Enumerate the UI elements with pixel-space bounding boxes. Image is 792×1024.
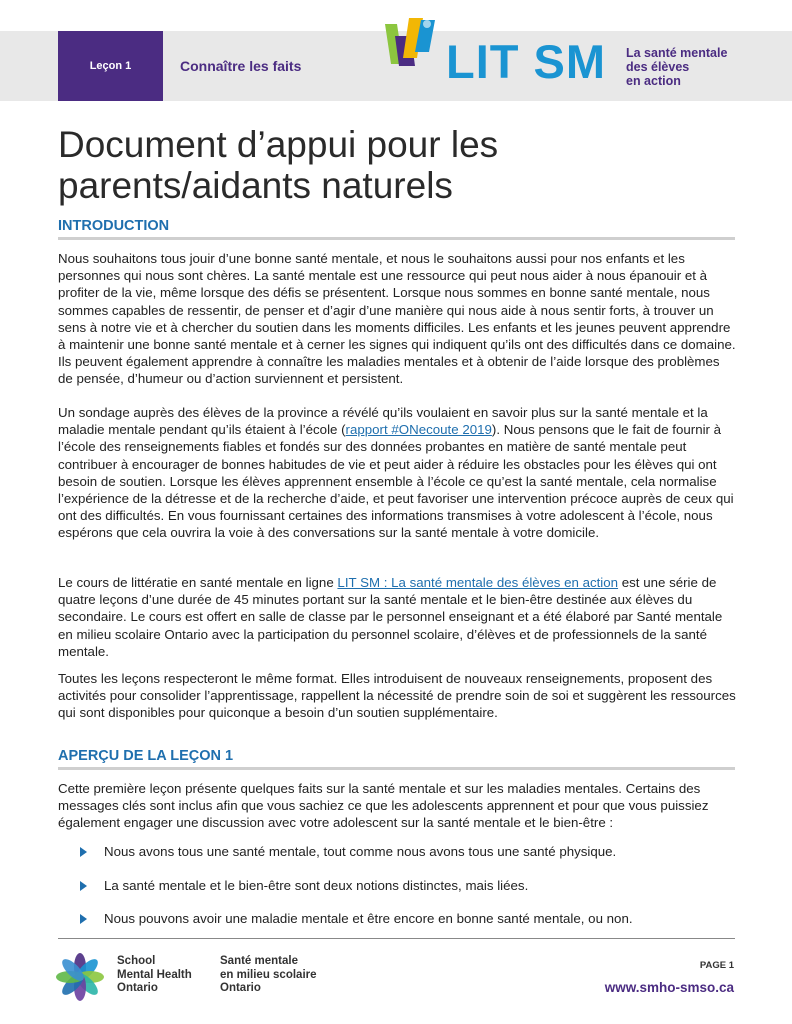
- lesson-title: Connaître les faits: [180, 58, 302, 74]
- page-title: [58, 124, 658, 206]
- org-line: School: [117, 955, 156, 967]
- footer-org-french: [220, 955, 317, 996]
- report-link[interactable]: rapport #ONecoute 2019: [345, 422, 492, 438]
- footer-divider: [58, 938, 735, 939]
- list-item-text: Nous avons tous une santé mentale, tout comme nous avons tous une santé physique.: [104, 844, 617, 859]
- tagline-line: des élèves: [626, 60, 690, 74]
- title-line: Document d’appui pour les: [58, 124, 499, 165]
- section-heading-overview: APERÇU DE LA LEÇON 1: [58, 748, 234, 764]
- tagline-line: en action: [626, 74, 681, 88]
- list-item-text: La santé mentale et le bien-être sont deux notions distinctes, mais liées.: [104, 878, 529, 893]
- list-item: [80, 878, 528, 893]
- smho-logo-icon: [55, 952, 105, 1002]
- paragraph-text: est une série de quatre leçons d’une durée de 45 minutes portant sur la santé mentale et le bien-être destinée aux élèves du secondaire. Le cours est offert en salle de classe par le personnel enseignant et a été élaboré par Santé mentale en milieu scolaire Ontario avec la participation du personnel scolaire, d’élèves et de professionnels de la santé mentale.: [58, 575, 723, 659]
- website-link[interactable]: www.smho-smso.ca: [604, 980, 734, 995]
- org-line: en milieu scolaire: [220, 968, 317, 981]
- page-number: PAGE 1: [699, 960, 734, 971]
- intro-paragraph-4: Toutes les leçons respecteront le même format. Elles introduisent de nouveaux renseignements, proposent des activités pour consolider l’apprentissage, rappellent la nécessité de prendre soin de soi et suggèrent les ressources qui sont disponibles pour quiconque a besoin d’un soutien supplémentaire.: [58, 671, 736, 721]
- intro-paragraph-3: [58, 574, 738, 660]
- intro-paragraph-2: [58, 404, 738, 542]
- intro-paragraph-1: Nous souhaitons tous jouir d’une bonne santé mentale, et nous le souhaitons aussi pour nos enfants et les personnes qui nous sont chères. La santé mentale est une ressource qui peut nous aider à nous épanouir et à profiter de la vie, même lorsque des défis se présentent. Lorsque nous sommes en bonne santé mentale, nous sommes capables de ressentir, de penser et d’agir d’une manière qui nous aide à nous sentir forts, à trouver un sens à notre vie et à chercher du soutien dans les moments difficiles. Les enfants et les jeunes peuvent apprendre à maintenir une bonne santé mentale et à cerner les signes qui indiquent qu’ils ont des difficultés dans ce domaine. Ils peuvent également apprendre à connaître les maladies mentales et à obtenir de l’aide lorsque des problèmes de pensée, d’humeur ou d’action surviennent et persistent.: [58, 251, 736, 387]
- org-line: Mental Health: [117, 968, 192, 981]
- paragraph-text: Un sondage auprès des élèves de la province a révélé qu’ils voulaient en savoir plus sur la santé mentale et la maladie mentale pendant qu’ils étaient à l’école (: [58, 405, 708, 438]
- overview-paragraph: Cette première leçon présente quelques faits sur la santé mentale et sur les maladies mentales. Certains des messages clés sont inclus afin que vous sachiez ce que les adolescents apprennent et pour que vous puissiez également engager une discussion avec votre adolescent sur la santé mentale et le bien-être :: [58, 781, 709, 831]
- org-line: Santé mentale: [220, 955, 298, 967]
- section-divider: [58, 767, 735, 770]
- bullet-triangle-icon: [80, 847, 87, 857]
- section-divider: [58, 237, 735, 240]
- list-item: [80, 911, 633, 926]
- brand-title: LIT SM: [446, 35, 607, 88]
- org-line: Ontario: [220, 982, 261, 994]
- org-line: Ontario: [117, 982, 158, 994]
- tagline-line: La santé mentale: [626, 46, 728, 60]
- course-link[interactable]: LIT SM : La santé mentale des élèves en action: [337, 575, 619, 590]
- section-heading-introduction: INTRODUCTION: [58, 218, 170, 234]
- lesson-label-box: [58, 31, 163, 101]
- footer-org-english: [117, 955, 192, 996]
- lit-sm-logo-icon: [383, 14, 439, 70]
- title-line: parents/aidants naturels: [58, 165, 453, 206]
- paragraph-text: ). Nous pensons que le fait de fournir à l’école des renseignements fiables et fondés sur des données probantes en matière de santé mentale peut contribuer à encourager de bonnes habitudes de vie et peut aider à réduire les obstacles pour les élèves qui ont besoin de soutien. Lorsque les élèves apprennent ensemble à l’école ce qu’est la santé mentale, cela normalise l’expérience de la détresse et de la recherche d’aide, et peut favoriser une intervention précoce auprès de ceux qui ont des difficultés. En vous fournissant certaines des informations transmises à votre adolescent à l’école, nous espérons que cela ouvrira la voie à des conversations sur la santé mentale à votre domicile.: [58, 422, 734, 541]
- list-item: [80, 844, 616, 859]
- lesson-label: Leçon 1: [89, 60, 132, 72]
- brand-tagline: [626, 46, 756, 88]
- bullet-triangle-icon: [80, 914, 87, 924]
- paragraph-text: Le cours de littératie en santé mentale en ligne: [58, 575, 338, 590]
- bullet-triangle-icon: [80, 881, 87, 891]
- list-item-text: Nous pouvons avoir une maladie mentale et être encore en bonne santé mentale, ou non.: [104, 911, 633, 926]
